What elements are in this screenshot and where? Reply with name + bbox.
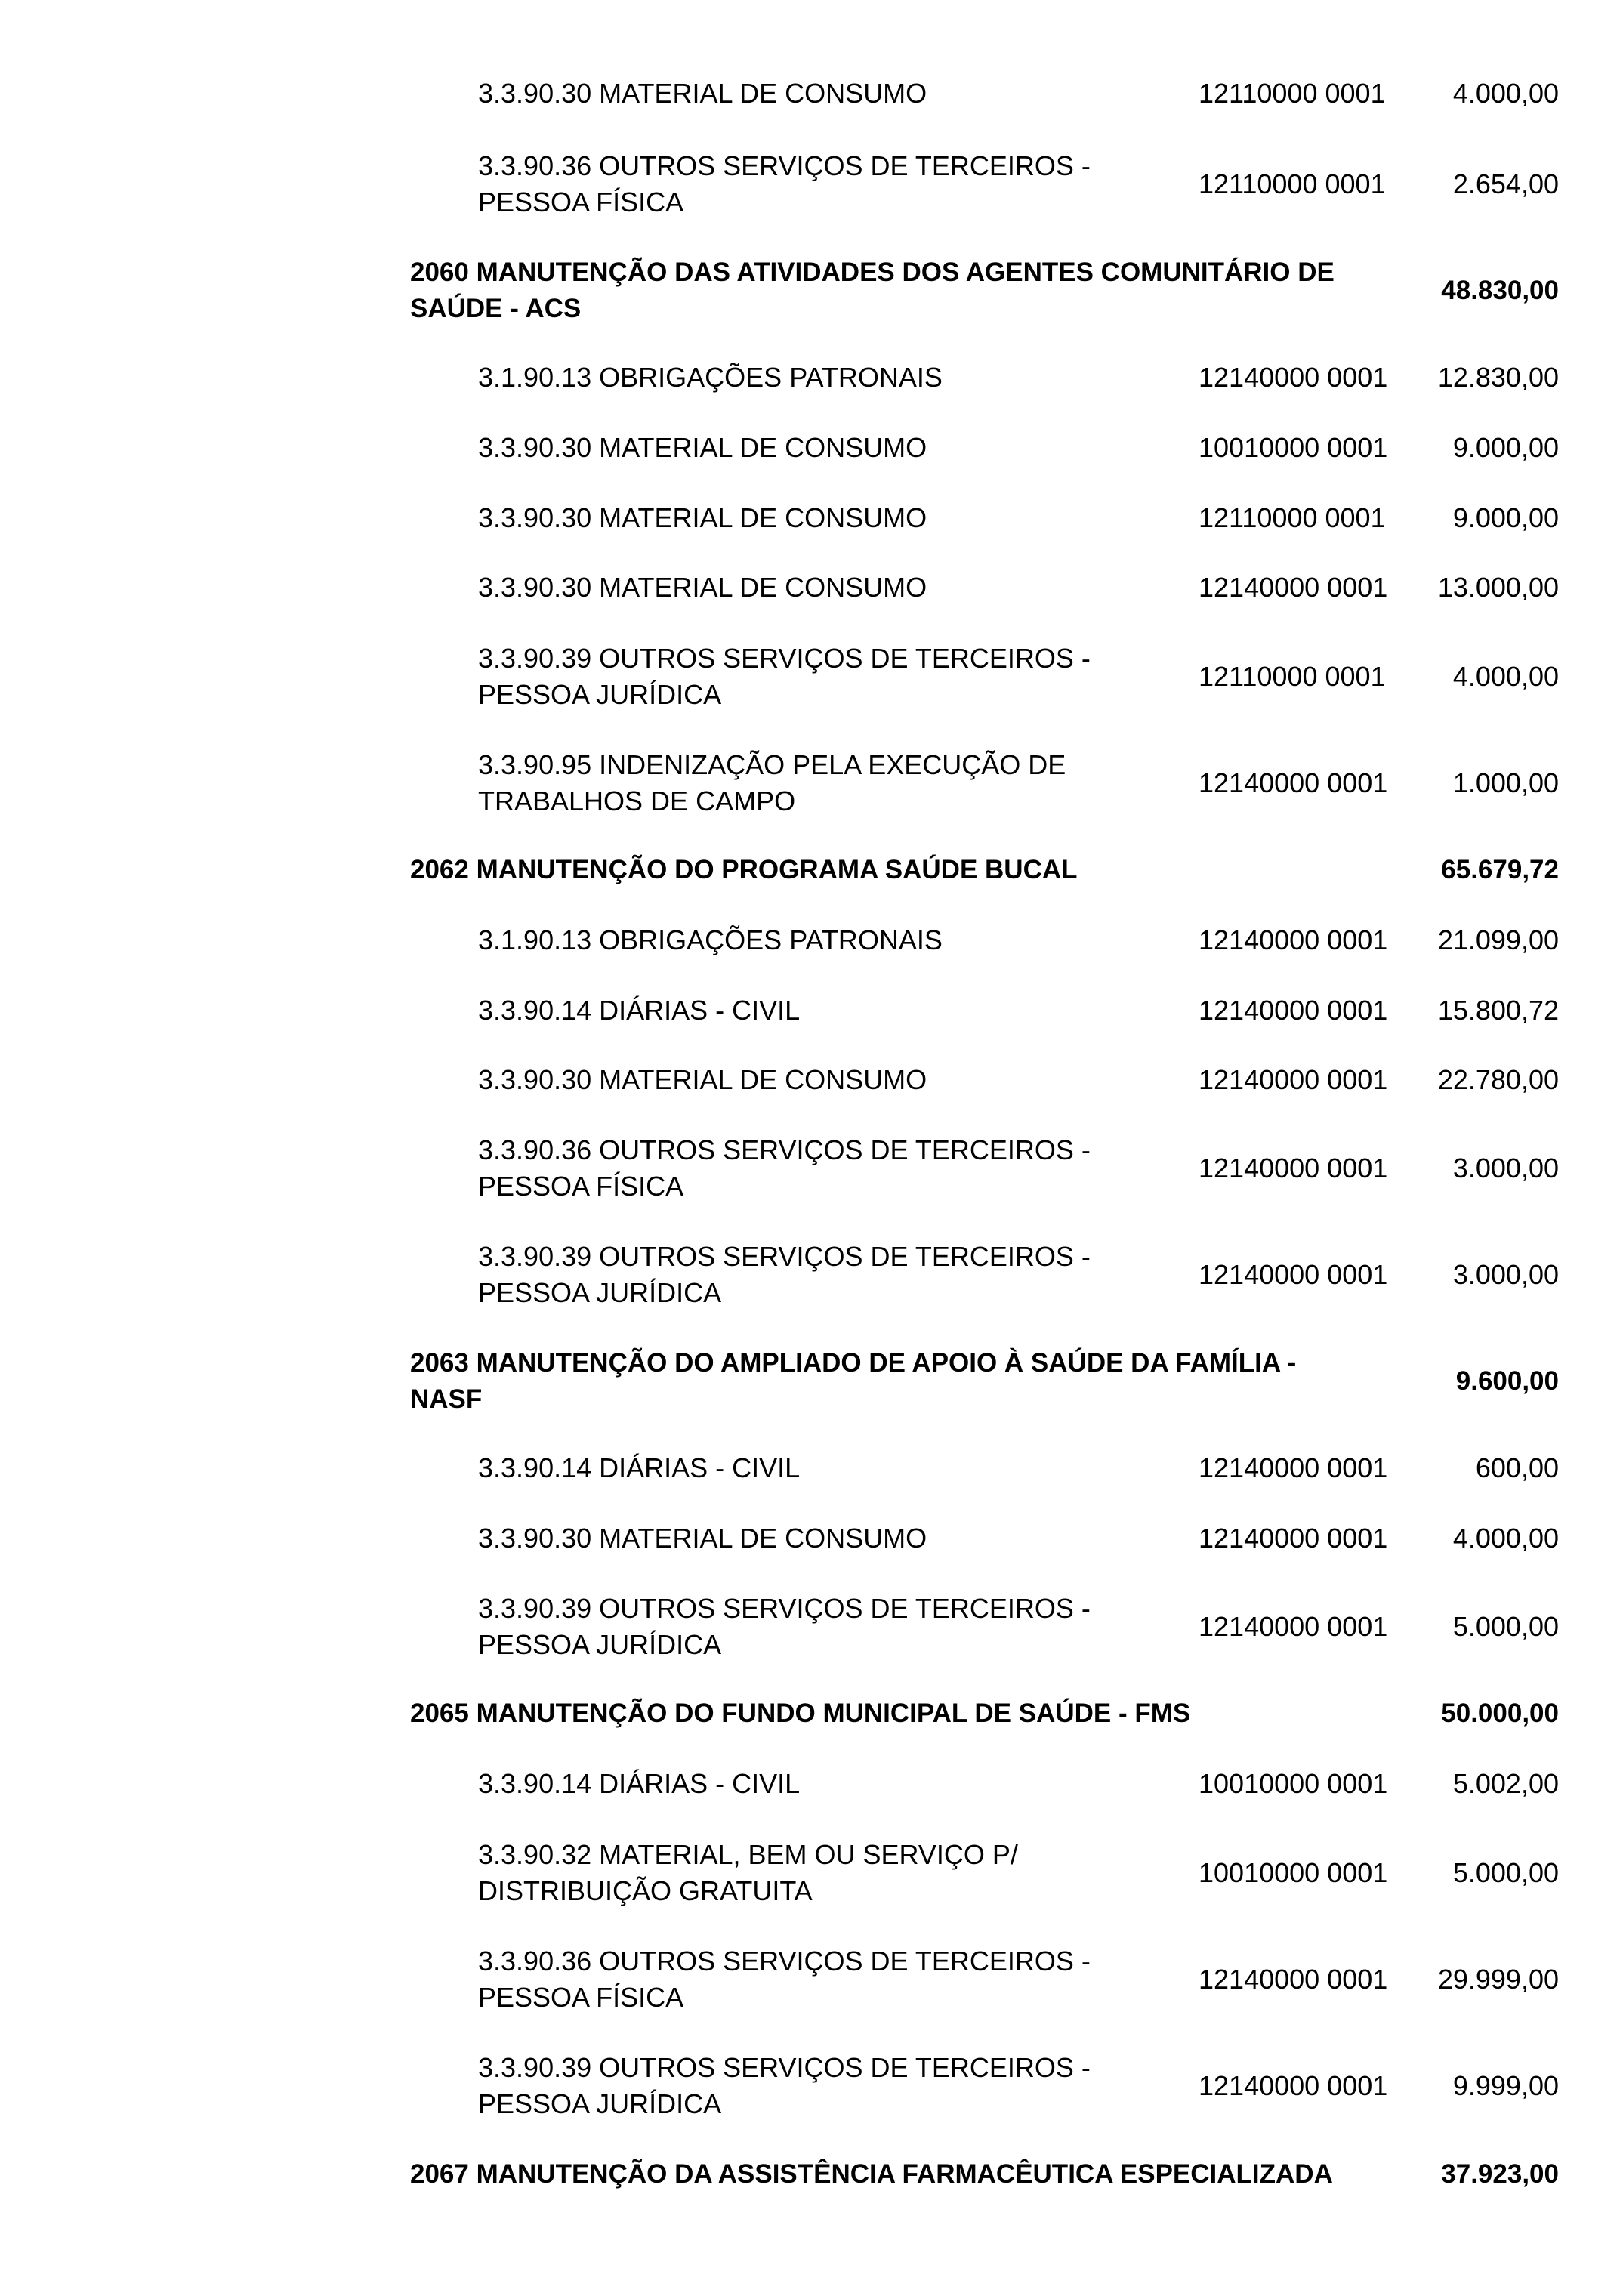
expense-item-row [0, 360, 1623, 396]
funding-source-code: 10010000 0001 [1199, 1857, 1388, 1888]
expense-item-description [478, 569, 927, 606]
expense-item-description [478, 430, 927, 466]
expense-item-row [0, 76, 1623, 112]
expense-item-value: 9.999,00 [1452, 2070, 1559, 2101]
description-line: 3.3.90.14 DIÁRIAS - CIVIL [478, 1452, 801, 1483]
action-group-total: 37.923,00 [1441, 2159, 1559, 2189]
expense-item-value: 5.000,00 [1452, 1611, 1559, 1642]
expense-item-row [0, 1520, 1623, 1557]
description-line: 3.3.90.30 MATERIAL DE CONSUMO [478, 502, 927, 533]
funding-source-code: 10010000 0001 [1199, 432, 1388, 463]
action-group-total: 48.830,00 [1441, 276, 1559, 305]
action-group-row [0, 1345, 1623, 1418]
expense-item-description [478, 500, 927, 536]
funding-source-code: 12110000 0001 [1199, 168, 1386, 199]
funding-source-code: 12140000 0001 [1199, 2070, 1388, 2101]
expense-item-description [478, 360, 943, 396]
description-line: 3.1.90.13 OBRIGAÇÕES PATRONAIS [478, 924, 943, 955]
description-line: 3.3.90.95 INDENIZAÇÃO PELA EXECUÇÃO DE [478, 749, 1066, 780]
expense-item-value: 9.000,00 [1452, 432, 1559, 463]
expense-item-description [478, 2050, 1091, 2122]
expense-item-description [478, 1591, 1091, 1663]
expense-item-value: 29.999,00 [1437, 1964, 1559, 1995]
expense-item-row [0, 1450, 1623, 1486]
expense-item-value: 13.000,00 [1437, 572, 1559, 603]
description-line: 3.3.90.36 OUTROS SERVIÇOS DE TERCEIROS - [478, 150, 1091, 181]
description-line: TRABALHOS DE CAMPO [478, 785, 796, 816]
funding-source-code: 12140000 0001 [1199, 924, 1388, 955]
description-line: 2063 MANUTENÇÃO DO AMPLIADO DE APOIO À SAÚDE DA FAMÍLIA - [410, 1348, 1297, 1378]
expense-item-value: 5.002,00 [1452, 1768, 1559, 1799]
description-line: PESSOA JURÍDICA [478, 2088, 722, 2119]
expense-item-row [0, 1239, 1623, 1311]
expense-item-row [0, 1837, 1623, 1909]
description-line: 3.3.90.30 MATERIAL DE CONSUMO [478, 432, 927, 463]
description-line: PESSOA JURÍDICA [478, 679, 722, 710]
expense-item-description [478, 1132, 1091, 1205]
description-line: 3.3.90.39 OUTROS SERVIÇOS DE TERCEIROS - [478, 1241, 1091, 1272]
expense-item-description [478, 1837, 1018, 1909]
expense-item-description [478, 640, 1091, 713]
funding-source-code: 12110000 0001 [1199, 661, 1386, 692]
expense-item-value: 5.000,00 [1452, 1857, 1559, 1888]
expense-item-description [478, 992, 800, 1029]
description-line: 3.3.90.14 DIÁRIAS - CIVIL [478, 1768, 801, 1799]
action-group-total: 65.679,72 [1441, 855, 1559, 884]
action-group-total: 9.600,00 [1455, 1366, 1559, 1396]
expense-item-row [0, 992, 1623, 1029]
expense-item-description [478, 1943, 1091, 2016]
action-group-description [410, 1696, 1407, 1732]
description-line: SAÚDE - ACS [410, 294, 582, 323]
action-group-description [410, 852, 1407, 888]
expense-item-value: 2.654,00 [1452, 168, 1559, 199]
description-line: 3.3.90.32 MATERIAL, BEM OU SERVIÇO P/ [478, 1839, 1018, 1870]
expense-item-value: 9.000,00 [1452, 502, 1559, 533]
funding-source-code: 12140000 0001 [1199, 1259, 1388, 1290]
expense-item-value: 15.800,72 [1437, 995, 1559, 1026]
expense-item-value: 4.000,00 [1452, 78, 1559, 109]
description-line: PESSOA JURÍDICA [478, 1629, 722, 1660]
description-line: 3.3.90.39 OUTROS SERVIÇOS DE TERCEIROS - [478, 2052, 1091, 2083]
funding-source-code: 12140000 0001 [1199, 1153, 1388, 1183]
description-line: 2062 MANUTENÇÃO DO PROGRAMA SAÚDE BUCAL [410, 855, 1078, 884]
expense-item-value: 21.099,00 [1437, 924, 1559, 955]
funding-source-code: 12140000 0001 [1199, 1064, 1388, 1095]
expense-item-description [478, 1450, 800, 1486]
expense-item-description [478, 1520, 927, 1557]
action-group-row [0, 2156, 1623, 2193]
description-line: 3.3.90.30 MATERIAL DE CONSUMO [478, 1064, 927, 1095]
description-line: 3.3.90.14 DIÁRIAS - CIVIL [478, 995, 801, 1026]
description-line: 3.3.90.36 OUTROS SERVIÇOS DE TERCEIROS - [478, 1134, 1091, 1165]
funding-source-code: 12140000 0001 [1199, 362, 1388, 393]
expense-item-row [0, 922, 1623, 958]
funding-source-code: 12140000 0001 [1199, 995, 1388, 1026]
funding-source-code: 12140000 0001 [1199, 1964, 1388, 1995]
description-line: 3.1.90.13 OBRIGAÇÕES PATRONAIS [478, 362, 943, 393]
expense-item-description [478, 1062, 927, 1098]
description-line: 3.3.90.30 MATERIAL DE CONSUMO [478, 572, 927, 603]
description-line: 3.3.90.30 MATERIAL DE CONSUMO [478, 78, 927, 109]
description-line: DISTRIBUIÇÃO GRATUITA [478, 1875, 813, 1906]
expense-item-value: 4.000,00 [1452, 661, 1559, 692]
funding-source-code: 12140000 0001 [1199, 767, 1388, 798]
description-line: 3.3.90.39 OUTROS SERVIÇOS DE TERCEIROS - [478, 1593, 1091, 1624]
expense-item-value: 3.000,00 [1452, 1259, 1559, 1290]
expense-item-description [478, 1766, 800, 1802]
description-line: 3.3.90.39 OUTROS SERVIÇOS DE TERCEIROS - [478, 643, 1091, 674]
action-group-description [410, 1345, 1407, 1418]
expense-item-value: 12.830,00 [1437, 362, 1559, 393]
funding-source-code: 12140000 0001 [1199, 1452, 1388, 1483]
funding-source-code: 12140000 0001 [1199, 1611, 1388, 1642]
description-line: 2060 MANUTENÇÃO DAS ATIVIDADES DOS AGENTES COMUNITÁRIO DE [410, 258, 1335, 287]
description-line: 2065 MANUTENÇÃO DO FUNDO MUNICIPAL DE SAÚDE - FMS [410, 1699, 1191, 1728]
expense-item-value: 4.000,00 [1452, 1523, 1559, 1554]
funding-source-code: 10010000 0001 [1199, 1768, 1388, 1799]
expense-item-row [0, 640, 1623, 713]
expense-item-row [0, 1132, 1623, 1205]
action-group-row [0, 1696, 1623, 1732]
expense-item-row [0, 430, 1623, 466]
expense-item-description [478, 148, 1091, 221]
expense-item-value: 1.000,00 [1452, 767, 1559, 798]
action-group-row [0, 852, 1623, 888]
description-line: 3.3.90.36 OUTROS SERVIÇOS DE TERCEIROS - [478, 1946, 1091, 1977]
expense-item-row [0, 1766, 1623, 1802]
description-line: PESSOA FÍSICA [478, 187, 684, 218]
expense-item-value: 22.780,00 [1437, 1064, 1559, 1095]
description-line: NASF [410, 1384, 483, 1414]
expense-item-row [0, 1591, 1623, 1663]
description-line: PESSOA FÍSICA [478, 1982, 684, 2013]
expense-item-row [0, 747, 1623, 819]
action-group-description [410, 2156, 1407, 2193]
expense-item-row [0, 148, 1623, 221]
expense-item-row [0, 500, 1623, 536]
funding-source-code: 12140000 0001 [1199, 572, 1388, 603]
expense-item-value: 3.000,00 [1452, 1153, 1559, 1183]
funding-source-code: 12140000 0001 [1199, 1523, 1388, 1554]
expense-item-row [0, 1062, 1623, 1098]
expense-item-description [478, 76, 927, 112]
action-group-row [0, 255, 1623, 327]
expense-item-description [478, 1239, 1091, 1311]
expense-item-description [478, 747, 1066, 819]
expense-item-row [0, 1943, 1623, 2016]
description-line: PESSOA FÍSICA [478, 1171, 684, 1202]
description-line: 3.3.90.30 MATERIAL DE CONSUMO [478, 1523, 927, 1554]
action-group-total: 50.000,00 [1441, 1699, 1559, 1728]
description-line: 2067 MANUTENÇÃO DA ASSISTÊNCIA FARMACÊUTICA ESPECIALIZADA [410, 2159, 1333, 2189]
expense-item-row [0, 569, 1623, 606]
expense-item-value: 600,00 [1475, 1452, 1559, 1483]
expense-item-row [0, 2050, 1623, 2122]
action-group-description [410, 255, 1407, 327]
expense-item-description [478, 922, 943, 958]
funding-source-code: 12110000 0001 [1199, 502, 1386, 533]
description-line: PESSOA JURÍDICA [478, 1277, 722, 1308]
funding-source-code: 12110000 0001 [1199, 78, 1386, 109]
